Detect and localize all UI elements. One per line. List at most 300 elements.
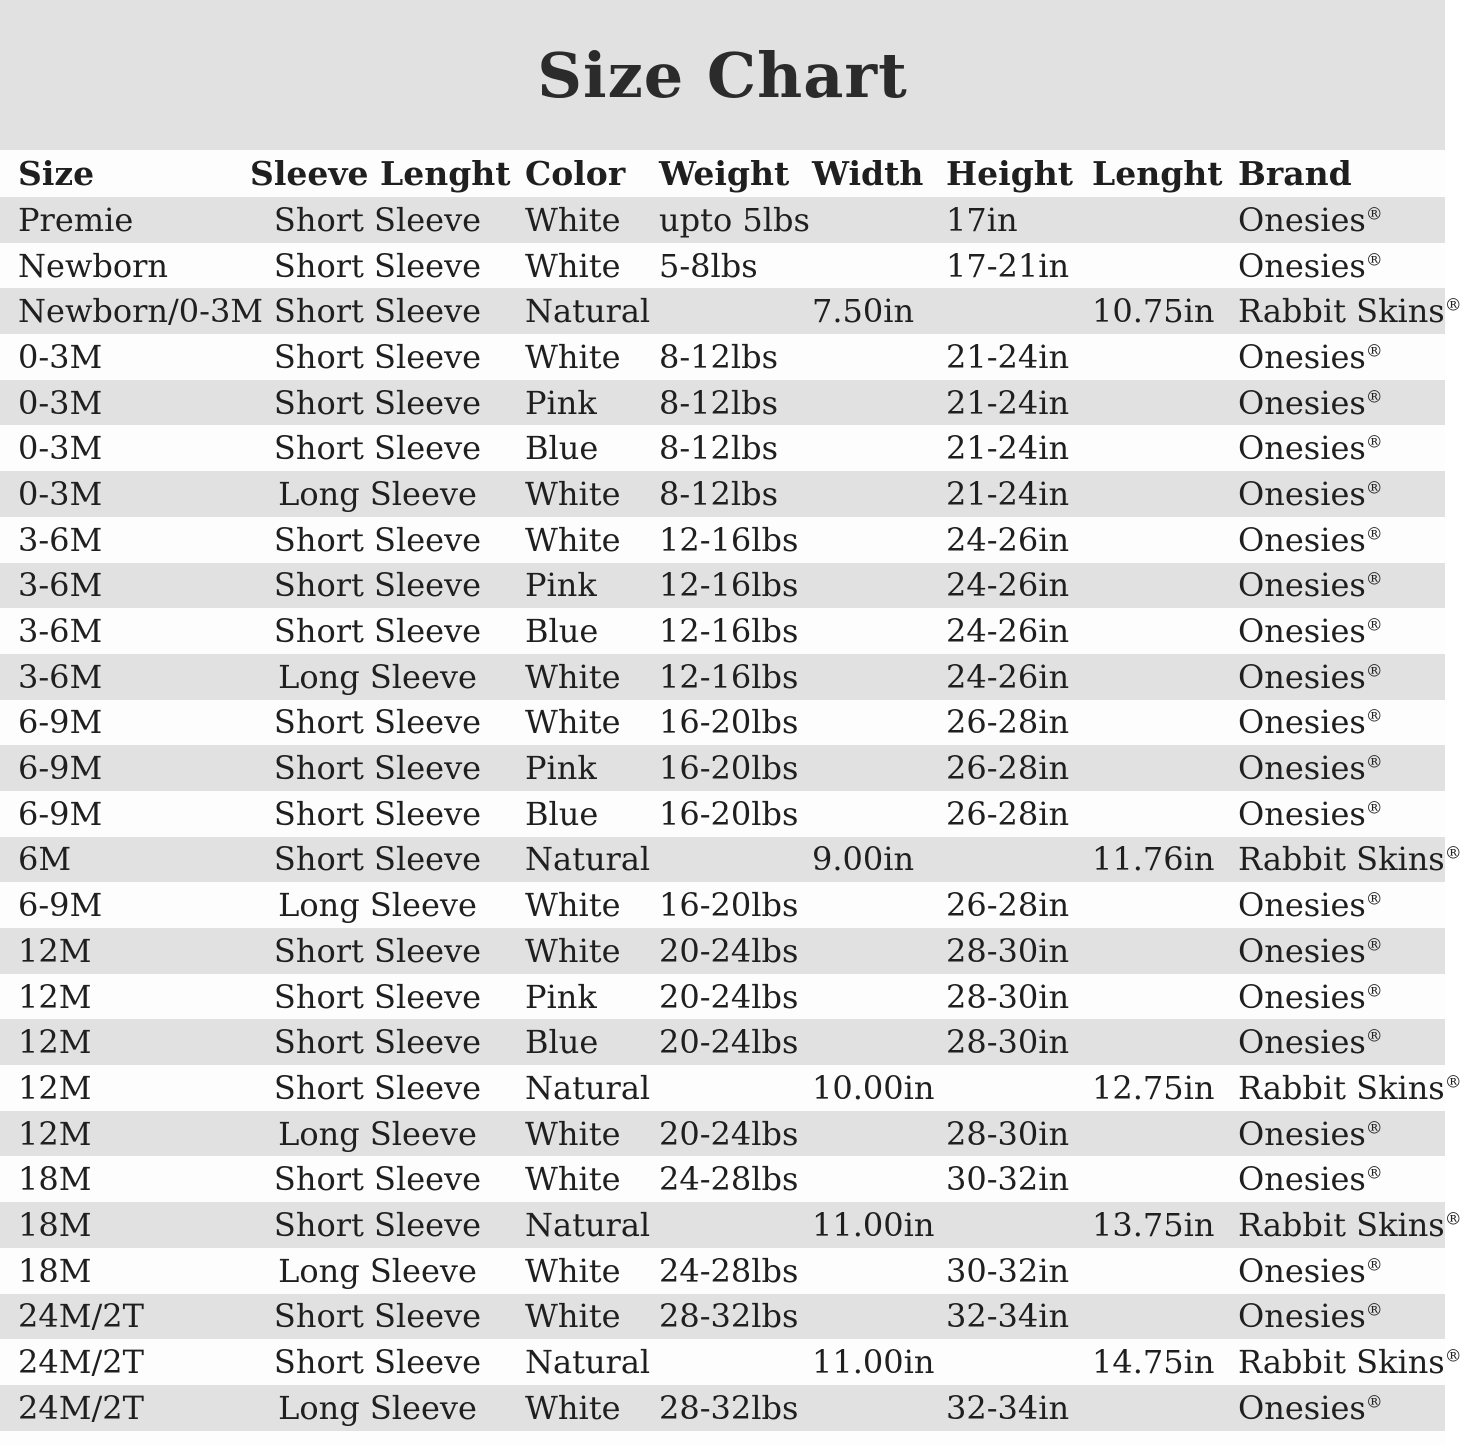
- cell-width: 7.50in: [812, 292, 915, 331]
- cell-height: 28-30in: [946, 1023, 1070, 1062]
- column-header-brand: Brand: [1238, 154, 1352, 193]
- registered-trademark-symbol: ®: [1365, 1255, 1383, 1275]
- registered-trademark-symbol: ®: [1365, 980, 1383, 1001]
- cell-sleeve-length: Short Sleeve: [273, 749, 482, 788]
- cell-weight: [655, 1339, 808, 1385]
- registered-trademark-symbol: ®: [1365, 752, 1383, 773]
- brand-name: Onesies: [1238, 1114, 1366, 1153]
- cell-size: 12M: [18, 977, 92, 1016]
- registered-trademark-symbol: ®: [1365, 798, 1383, 819]
- table-row: [0, 334, 1445, 380]
- cell-sleeve-length: Short Sleeve: [273, 1068, 482, 1107]
- table-row: [0, 745, 1445, 791]
- cell-weight: 16-20lbs: [659, 886, 799, 925]
- cell-color: White: [525, 703, 621, 742]
- cell-weight: 16-20lbs: [659, 703, 799, 742]
- cell-weight: 12-16lbs: [659, 657, 799, 696]
- cell-color: White: [525, 200, 621, 239]
- cell-height: 24-26in: [946, 520, 1070, 559]
- table-row: [0, 288, 1445, 334]
- registered-trademark-symbol: ®: [1365, 204, 1383, 225]
- cell-brand: [1236, 563, 1445, 609]
- cell-height: 26-28in: [946, 703, 1070, 742]
- table-row: [0, 791, 1445, 837]
- cell-color: White: [525, 657, 621, 696]
- cell-color: White: [525, 474, 621, 513]
- cell-width: [808, 700, 942, 746]
- table-row: [0, 1294, 1445, 1340]
- cell-weight: 20-24lbs: [659, 977, 799, 1016]
- cell-height: 17in: [946, 200, 1018, 239]
- cell-color: White: [525, 1388, 621, 1427]
- cell-length: [1088, 334, 1236, 380]
- cell-length: [1088, 425, 1236, 471]
- registered-trademark-symbol: ®: [1444, 1072, 1462, 1093]
- cell-brand: [1236, 334, 1445, 380]
- table-row: [0, 928, 1445, 974]
- cell-size: 6M: [18, 840, 72, 879]
- cell-length: [1088, 791, 1236, 837]
- cell-width: [808, 654, 942, 700]
- table-row: [0, 243, 1445, 289]
- cell-sleeve-length: Short Sleeve: [273, 931, 482, 970]
- brand-name: Onesies: [1238, 612, 1366, 651]
- cell-color: Natural: [525, 292, 651, 331]
- registered-trademark-symbol: ®: [1365, 386, 1383, 407]
- cell-brand: [1236, 654, 1445, 700]
- cell-height: [942, 288, 1088, 334]
- brand-name: Onesies: [1238, 1251, 1366, 1290]
- table-row: [0, 608, 1445, 654]
- cell-width: [808, 380, 942, 426]
- cell-weight: [655, 288, 808, 334]
- cell-color: Natural: [525, 1068, 651, 1107]
- cell-width: [808, 1019, 942, 1065]
- cell-height: 26-28in: [946, 794, 1070, 833]
- table-row: [0, 1065, 1445, 1111]
- cell-size: 0-3M: [18, 337, 103, 376]
- cell-color: Natural: [525, 1343, 651, 1382]
- cell-sleeve-length: Short Sleeve: [273, 1160, 482, 1199]
- brand-name: Onesies: [1238, 1388, 1366, 1427]
- cell-color: White: [525, 337, 621, 376]
- cell-weight: 12-16lbs: [659, 520, 799, 559]
- brand-name: Onesies: [1238, 429, 1366, 468]
- cell-length: [1088, 974, 1236, 1020]
- cell-width: [808, 1248, 942, 1294]
- cell-height: [942, 1339, 1088, 1385]
- cell-weight: 20-24lbs: [659, 1114, 799, 1153]
- cell-weight: 8-12lbs: [659, 429, 779, 468]
- registered-trademark-symbol: ®: [1365, 1163, 1383, 1184]
- cell-size: 0-3M: [18, 429, 103, 468]
- cell-length: [1088, 745, 1236, 791]
- cell-color: Blue: [525, 794, 599, 833]
- cell-weight: 28-32lbs: [659, 1388, 799, 1427]
- table-row: [0, 654, 1445, 700]
- cell-sleeve-length: Short Sleeve: [273, 566, 482, 605]
- cell-length: [1088, 1111, 1236, 1157]
- cell-weight: upto 5lbs: [659, 200, 810, 239]
- cell-width: [808, 1294, 942, 1340]
- cell-width: [808, 1156, 942, 1202]
- cell-length: [1088, 700, 1236, 746]
- table-row: [0, 425, 1445, 471]
- cell-length: 12.75in: [1092, 1068, 1215, 1107]
- cell-weight: 16-20lbs: [659, 794, 799, 833]
- cell-height: 21-24in: [946, 383, 1070, 422]
- cell-color: Pink: [525, 383, 597, 422]
- cell-width: [808, 928, 942, 974]
- brand-name: Onesies: [1238, 657, 1366, 696]
- cell-sleeve-length: Short Sleeve: [273, 292, 482, 331]
- cell-weight: 24-28lbs: [659, 1160, 799, 1199]
- cell-color: White: [525, 246, 621, 285]
- table-row: [0, 837, 1445, 883]
- column-header-sleeve-length: Sleeve Lenght: [250, 154, 511, 193]
- brand-name: Onesies: [1238, 931, 1366, 970]
- cell-length: [1088, 928, 1236, 974]
- cell-width: [808, 243, 942, 289]
- cell-size: Premie: [18, 200, 134, 239]
- cell-size: 12M: [18, 1023, 92, 1062]
- column-header-length: Lenght: [1092, 154, 1223, 193]
- cell-sleeve-length: Short Sleeve: [273, 337, 482, 376]
- brand-name: Onesies: [1238, 794, 1366, 833]
- size-chart-table: [0, 150, 1462, 1431]
- cell-color: White: [525, 1251, 621, 1290]
- table-row: [0, 380, 1445, 426]
- registered-trademark-symbol: ®: [1365, 1117, 1383, 1138]
- cell-height: [942, 837, 1088, 883]
- cell-sleeve-length: Long Sleeve: [278, 886, 477, 925]
- cell-length: 14.75in: [1092, 1343, 1215, 1382]
- cell-brand: [1236, 745, 1445, 791]
- cell-width: [808, 974, 942, 1020]
- cell-brand: [1236, 1294, 1445, 1340]
- cell-weight: 12-16lbs: [659, 612, 799, 651]
- cell-width: 11.00in: [812, 1205, 935, 1244]
- cell-brand: [1236, 517, 1445, 563]
- cell-size: 6-9M: [18, 749, 103, 788]
- cell-weight: 8-12lbs: [659, 337, 779, 376]
- table-row: [0, 1156, 1445, 1202]
- cell-brand: [1236, 197, 1445, 243]
- brand-name: Onesies: [1238, 200, 1366, 239]
- brand-name: Onesies: [1238, 474, 1366, 513]
- cell-length: [1088, 654, 1236, 700]
- cell-width: [808, 1385, 942, 1431]
- cell-sleeve-length: Long Sleeve: [278, 474, 477, 513]
- cell-height: 17-21in: [946, 246, 1070, 285]
- table-row: [0, 1339, 1445, 1385]
- cell-sleeve-length: Short Sleeve: [273, 977, 482, 1016]
- cell-brand: [1236, 1019, 1445, 1065]
- cell-weight: 8-12lbs: [659, 474, 779, 513]
- page-title: Size Chart: [537, 38, 908, 112]
- cell-size: 18M: [18, 1251, 92, 1290]
- cell-height: 32-34in: [946, 1297, 1070, 1336]
- cell-brand: [1236, 1248, 1445, 1294]
- registered-trademark-symbol: ®: [1365, 1392, 1383, 1413]
- cell-brand: [1236, 471, 1445, 517]
- cell-size: Newborn/0-3M: [18, 292, 264, 331]
- cell-length: [1088, 380, 1236, 426]
- cell-brand: [1236, 1385, 1445, 1431]
- registered-trademark-symbol: ®: [1365, 432, 1383, 453]
- registered-trademark-symbol: ®: [1365, 889, 1383, 910]
- registered-trademark-symbol: ®: [1365, 661, 1383, 682]
- table-row: [0, 197, 1445, 243]
- brand-name: Rabbit Skins: [1238, 1343, 1445, 1382]
- cell-height: [942, 1202, 1088, 1248]
- cell-length: [1088, 197, 1236, 243]
- cell-height: 21-24in: [946, 337, 1070, 376]
- cell-width: [808, 882, 942, 928]
- registered-trademark-symbol: ®: [1365, 341, 1383, 362]
- table-row: [0, 700, 1445, 746]
- brand-name: Onesies: [1238, 337, 1366, 376]
- cell-color: White: [525, 1297, 621, 1336]
- cell-length: [1088, 1248, 1236, 1294]
- cell-height: 21-24in: [946, 429, 1070, 468]
- cell-length: [1088, 1019, 1236, 1065]
- cell-sleeve-length: Short Sleeve: [273, 200, 482, 239]
- column-header-height: Height: [946, 154, 1074, 193]
- cell-color: Pink: [525, 977, 597, 1016]
- cell-sleeve-length: Long Sleeve: [278, 657, 477, 696]
- cell-size: 3-6M: [18, 612, 103, 651]
- header-row: [0, 150, 1445, 197]
- column-header-color: Color: [525, 154, 626, 193]
- cell-sleeve-length: Short Sleeve: [273, 246, 482, 285]
- cell-sleeve-length: Short Sleeve: [273, 520, 482, 559]
- brand-name: Onesies: [1238, 246, 1366, 285]
- table-row: [0, 1202, 1445, 1248]
- cell-brand: [1236, 974, 1445, 1020]
- registered-trademark-symbol: ®: [1444, 1209, 1462, 1230]
- cell-size: 0-3M: [18, 383, 103, 422]
- cell-width: [808, 608, 942, 654]
- brand-name: Rabbit Skins: [1238, 840, 1445, 879]
- cell-length: 13.75in: [1092, 1205, 1215, 1244]
- registered-trademark-symbol: ®: [1365, 478, 1383, 499]
- registered-trademark-symbol: ®: [1365, 1026, 1383, 1047]
- cell-width: [808, 1111, 942, 1157]
- cell-weight: [655, 1065, 808, 1111]
- cell-length: 10.75in: [1092, 292, 1215, 331]
- cell-sleeve-length: Short Sleeve: [273, 429, 482, 468]
- cell-color: Blue: [525, 612, 599, 651]
- cell-brand: [1236, 882, 1445, 928]
- cell-color: Pink: [525, 749, 597, 788]
- cell-brand: [1236, 700, 1445, 746]
- registered-trademark-symbol: ®: [1444, 843, 1462, 864]
- cell-size: 3-6M: [18, 657, 103, 696]
- cell-brand: [1236, 425, 1445, 471]
- title-band: [0, 0, 1445, 150]
- table-row: [0, 974, 1445, 1020]
- registered-trademark-symbol: ®: [1365, 249, 1383, 270]
- cell-size: 12M: [18, 1068, 92, 1107]
- registered-trademark-symbol: ®: [1365, 706, 1383, 727]
- brand-name: Rabbit Skins: [1238, 292, 1445, 331]
- cell-brand: [1236, 1065, 1462, 1111]
- cell-brand: [1236, 1111, 1445, 1157]
- cell-brand: [1236, 791, 1445, 837]
- cell-height: 21-24in: [946, 474, 1070, 513]
- cell-width: [808, 197, 942, 243]
- cell-brand: [1236, 380, 1445, 426]
- brand-name: Onesies: [1238, 703, 1366, 742]
- registered-trademark-symbol: ®: [1365, 615, 1383, 636]
- cell-length: [1088, 243, 1236, 289]
- cell-height: 28-30in: [946, 931, 1070, 970]
- cell-length: [1088, 1294, 1236, 1340]
- cell-length: [1088, 471, 1236, 517]
- cell-weight: 28-32lbs: [659, 1297, 799, 1336]
- cell-length: [1088, 882, 1236, 928]
- cell-weight: 20-24lbs: [659, 1023, 799, 1062]
- cell-height: 30-32in: [946, 1160, 1070, 1199]
- cell-width: 11.00in: [812, 1343, 935, 1382]
- cell-sleeve-length: Short Sleeve: [273, 794, 482, 833]
- cell-brand: [1236, 608, 1445, 654]
- cell-weight: 24-28lbs: [659, 1251, 799, 1290]
- cell-height: 28-30in: [946, 977, 1070, 1016]
- cell-length: [1088, 517, 1236, 563]
- column-header-size: Size: [18, 154, 95, 193]
- cell-height: 24-26in: [946, 566, 1070, 605]
- cell-sleeve-length: Short Sleeve: [273, 383, 482, 422]
- registered-trademark-symbol: ®: [1365, 935, 1383, 956]
- cell-size: 24M/2T: [18, 1388, 144, 1427]
- table-row: [0, 471, 1445, 517]
- cell-sleeve-length: Long Sleeve: [278, 1251, 477, 1290]
- cell-brand: [1236, 1156, 1445, 1202]
- cell-color: Natural: [525, 1205, 651, 1244]
- column-header-width: Width: [812, 154, 924, 193]
- registered-trademark-symbol: ®: [1444, 295, 1462, 316]
- brand-name: Onesies: [1238, 1160, 1366, 1199]
- cell-size: 6-9M: [18, 886, 103, 925]
- cell-color: Pink: [525, 566, 597, 605]
- brand-name: Onesies: [1238, 886, 1366, 925]
- cell-size: 24M/2T: [18, 1297, 144, 1336]
- cell-color: White: [525, 886, 621, 925]
- cell-size: 3-6M: [18, 520, 103, 559]
- cell-brand: [1236, 837, 1462, 883]
- brand-name: Onesies: [1238, 383, 1366, 422]
- table-header: [0, 150, 1445, 197]
- cell-weight: 12-16lbs: [659, 566, 799, 605]
- table-body: [0, 197, 1462, 1431]
- cell-sleeve-length: Short Sleeve: [273, 1297, 482, 1336]
- cell-sleeve-length: Long Sleeve: [278, 1388, 477, 1427]
- brand-name: Rabbit Skins: [1238, 1068, 1445, 1107]
- brand-name: Onesies: [1238, 1023, 1366, 1062]
- cell-color: White: [525, 931, 621, 970]
- cell-size: 12M: [18, 931, 92, 970]
- cell-sleeve-length: Short Sleeve: [273, 1205, 482, 1244]
- cell-weight: [655, 1202, 808, 1248]
- cell-sleeve-length: Short Sleeve: [273, 612, 482, 651]
- brand-name: Rabbit Skins: [1238, 1205, 1445, 1244]
- cell-color: White: [525, 520, 621, 559]
- brand-name: Onesies: [1238, 977, 1366, 1016]
- cell-color: Blue: [525, 1023, 599, 1062]
- table-row: [0, 1111, 1445, 1157]
- cell-width: [808, 334, 942, 380]
- cell-length: [1088, 1156, 1236, 1202]
- registered-trademark-symbol: ®: [1365, 1300, 1383, 1321]
- cell-width: [808, 563, 942, 609]
- table-row: [0, 882, 1445, 928]
- cell-width: 9.00in: [812, 840, 915, 879]
- cell-height: 24-26in: [946, 612, 1070, 651]
- cell-weight: 5-8lbs: [659, 246, 758, 285]
- cell-color: White: [525, 1160, 621, 1199]
- cell-size: 6-9M: [18, 703, 103, 742]
- cell-length: [1088, 608, 1236, 654]
- cell-width: [808, 791, 942, 837]
- cell-size: Newborn: [18, 246, 168, 285]
- cell-weight: 8-12lbs: [659, 383, 779, 422]
- brand-name: Onesies: [1238, 520, 1366, 559]
- cell-size: 3-6M: [18, 566, 103, 605]
- cell-weight: 20-24lbs: [659, 931, 799, 970]
- cell-height: [942, 1065, 1088, 1111]
- cell-width: 10.00in: [812, 1068, 935, 1107]
- cell-length: [1088, 563, 1236, 609]
- cell-size: 24M/2T: [18, 1343, 144, 1382]
- table-row: [0, 517, 1445, 563]
- brand-name: Onesies: [1238, 749, 1366, 788]
- table-row: [0, 1019, 1445, 1065]
- cell-brand: [1236, 928, 1445, 974]
- cell-size: 6-9M: [18, 794, 103, 833]
- brand-name: Onesies: [1238, 1297, 1366, 1336]
- cell-width: [808, 517, 942, 563]
- cell-height: 26-28in: [946, 886, 1070, 925]
- cell-width: [808, 745, 942, 791]
- table-row: [0, 1385, 1445, 1431]
- table-row: [0, 1248, 1445, 1294]
- cell-size: 18M: [18, 1160, 92, 1199]
- cell-length: [1088, 1385, 1236, 1431]
- cell-color: White: [525, 1114, 621, 1153]
- table-row: [0, 563, 1445, 609]
- cell-size: 18M: [18, 1205, 92, 1244]
- cell-sleeve-length: Short Sleeve: [273, 1023, 482, 1062]
- cell-length: 11.76in: [1092, 840, 1215, 879]
- registered-trademark-symbol: ®: [1365, 524, 1383, 544]
- column-header-weight: Weight: [659, 154, 790, 193]
- cell-weight: 16-20lbs: [659, 749, 799, 788]
- cell-size: 12M: [18, 1114, 92, 1153]
- cell-brand: [1236, 1339, 1462, 1385]
- cell-width: [808, 471, 942, 517]
- cell-brand: [1236, 243, 1445, 289]
- registered-trademark-symbol: ®: [1444, 1346, 1462, 1367]
- registered-trademark-symbol: ®: [1365, 569, 1383, 590]
- cell-height: 28-30in: [946, 1114, 1070, 1153]
- cell-size: 0-3M: [18, 474, 103, 513]
- cell-height: 30-32in: [946, 1251, 1070, 1290]
- cell-sleeve-length: Short Sleeve: [273, 1343, 482, 1382]
- cell-width: [808, 425, 942, 471]
- cell-color: Natural: [525, 840, 651, 879]
